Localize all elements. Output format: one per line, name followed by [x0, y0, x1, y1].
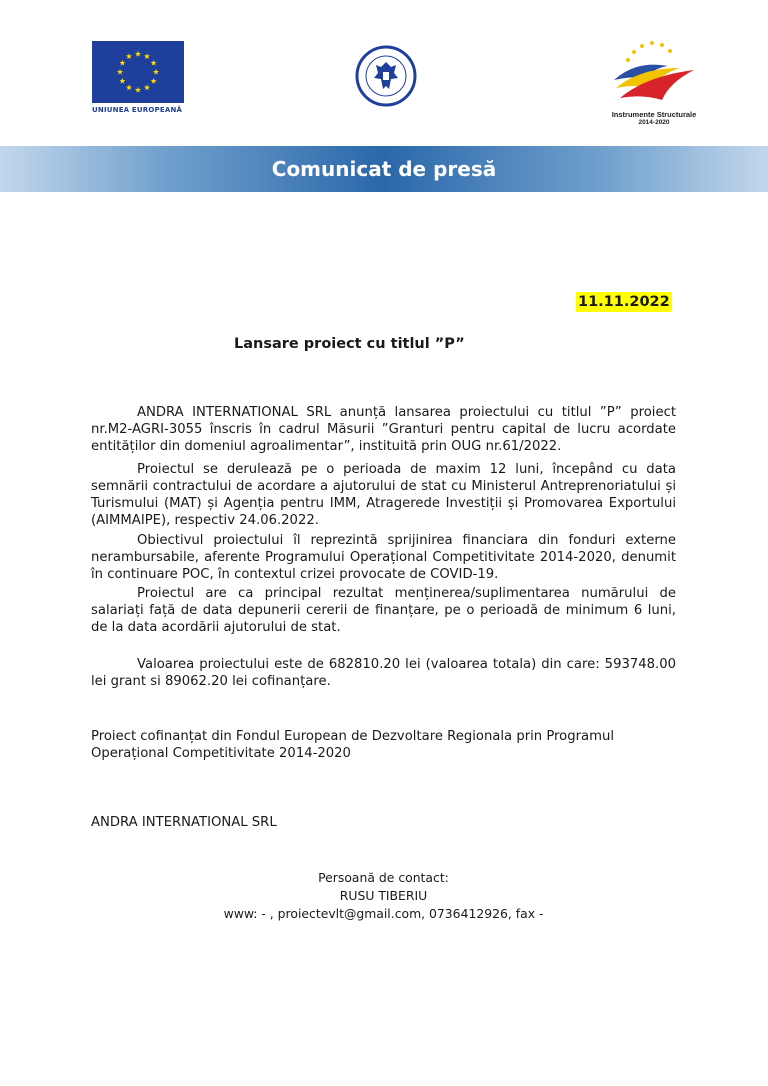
structural-instruments-years: 2014-2020 [638, 119, 670, 126]
release-date: 11.11.2022 [578, 294, 670, 310]
paragraph-text: Obiectivul proiectului îl reprezintă sprijinirea financiara din fonduri externe nerambursabile, aferente Programului Operațional Competitivitate 2014-2020, denumit în continuare POC, în contextul crizei provocate de COVID-19. [91, 533, 676, 583]
company-name: ANDRA INTERNATIONAL SRL [91, 815, 277, 830]
structural-instruments-logo [606, 38, 702, 108]
paragraph-text: Proiectul are ca principal rezultat menținerea/suplimentarea numărului de salariați față de data depunerii cererii de finanțare, pe o perioadă de minimum 6 luni, de la data acordării ajutorului de stat. [91, 586, 676, 636]
romanian-government-logo [355, 45, 417, 107]
paragraph-text: Proiectul se derulează pe o perioada de maxim 12 luni, începând cu data semnării contractului de acordare a ajutorului de stat cu Ministerul Antreprenoriatului și Turismului (MAT) și Agenția pentru IMM, Atragerede Investiții și Promovarea Exportului (AIMMAIPE), respectiv 24.06.2022. [91, 462, 676, 529]
paragraph-text: Valoarea proiectului este de 682810.20 lei (valoarea totala) din care: 593748.00 lei grant si 89062.20 lei cofinanțare. [91, 657, 676, 690]
contact-details: www: - , proiectevlt@gmail.com, 0736412926, fax - [223, 906, 544, 921]
romanian-coat-of-arms-icon [355, 45, 417, 107]
paragraph-duration [91, 461, 676, 529]
paragraph-text: ANDRA INTERNATIONAL SRL anunță lansarea proiectului cu titlul ”P” proiect nr.M2-AGRI-3055 înscris în cadrul Măsurii ”Granturi pentru capital de lucru acordate entităților din domeniul agroalimentar”, instituită prin OUG nr.61/2022. [91, 405, 676, 455]
banner-title: Comunicat de presă [271, 157, 497, 181]
document-title: Lansare proiect cu titlul ”P” [234, 336, 465, 352]
contact-label: Persoană de contact: [318, 870, 449, 885]
paragraph-objective [91, 532, 676, 583]
structural-instruments-caption: Instrumente Structurale [611, 110, 697, 119]
eu-caption: UNIUNEA EUROPEANĂ [92, 106, 183, 114]
paragraph-result [91, 585, 676, 636]
contact-name: RUSU TIBERIU [339, 888, 428, 903]
paragraph-value [91, 656, 676, 690]
eu-flag-icon [92, 41, 184, 103]
eu-flag-logo [92, 41, 184, 103]
structural-instruments-icon [606, 38, 702, 108]
cofinance-note: Proiect cofinanțat din Fondul European de Dezvoltare Regionala prin Programul Operațional Competitivitate 2014-2020 [91, 729, 614, 762]
paragraph-announcement [91, 404, 676, 455]
